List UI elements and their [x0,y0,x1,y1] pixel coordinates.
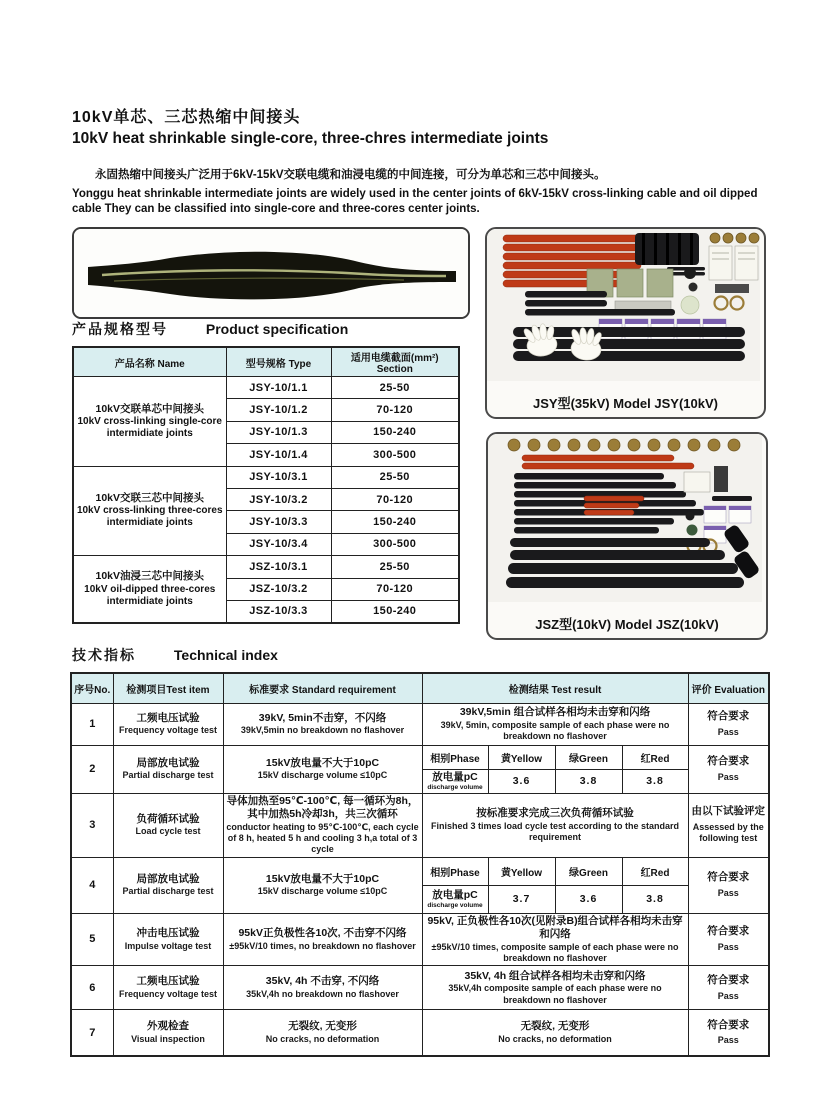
value-label-cell: 放电量pC discharge volume [422,885,488,913]
joint-photo [72,227,470,319]
requirement-cell: 15kV放电量不大于10pC 15kV discharge volume ≤10pC [223,857,422,913]
spec-table-header-row [73,347,459,377]
jsy-caption: JSY型(35kV) Model JSY(10kV) [533,396,718,411]
technical-index-table [70,672,770,1057]
tech-table-row [71,745,769,769]
tech-heading-en: Technical index [173,647,278,663]
section-cell: 70-120 [331,399,459,421]
spec-section-heading [72,319,348,339]
phase-value-cell: 3.8 [622,769,688,793]
joint-photo-image [74,229,468,317]
section-cell: 300-500 [331,444,459,466]
phase-value-cell: 3.8 [622,885,688,913]
spec-heading-en: Product specification [205,321,349,337]
spec-heading-zh: 产品规格型号 [72,321,168,337]
result-cell: 35kV, 4h 组合试样各相均未击穿和闪络 35kV,4h composite sample of each phase were no breakdown no flashover [422,966,688,1010]
phase-color-cell: 红Red [622,745,688,769]
section-cell: 25-50 [331,556,459,578]
spec-table-row [73,466,459,488]
tech-table-row [71,793,769,857]
tech-col-result: 检测结果 Test result [422,673,688,703]
test-item-cell: 负荷循环试验 Load cycle test [113,793,223,857]
spec-table-row [73,556,459,578]
row-number-cell: 5 [71,913,113,966]
phase-value-cell: 3.6 [488,769,555,793]
type-cell: JSY-10/1.4 [226,444,331,466]
evaluation-cell: 符合要求 Pass [688,857,769,913]
test-item-cell: 工频电压试验 Frequency voltage test [113,966,223,1010]
requirement-cell: 导体加热至95℃-100℃, 每一循环为8h，其中加热5h冷却3h，共三次循环 conductor heating to 95℃-100℃, each cycle of 8 h, heated 5 h and cooling 3 h,a total of 3 cycle [223,793,422,857]
tech-table-row [71,966,769,1010]
phase-value-cell: 3.8 [555,769,622,793]
gray-block [715,284,749,293]
product-name-cell: 10kV交联单芯中间接头 10kV cross-linking single-core intermidiate joints [73,377,226,467]
section-cell: 70-120 [331,578,459,600]
test-item-cell: 外观检查 Visual inspection [113,1010,223,1056]
evaluation-cell: 符合要求 Pass [688,1010,769,1056]
requirement-cell: 39kV, 5min不击穿，不闪络 39kV,5min no breakdown no flashover [223,703,422,745]
spec-table-row [73,377,459,399]
type-cell: JSY-10/3.3 [226,511,331,533]
tech-heading-zh: 技术指标 [72,647,136,663]
evaluation-cell: 由以下试验评定 Assessed by the following test [688,793,769,857]
row-number-cell: 1 [71,703,113,745]
evaluation-cell: 符合要求 Pass [688,703,769,745]
type-cell: JSZ-10/3.2 [226,578,331,600]
test-item-cell: 局部放电试验 Partial discharge test [113,745,223,793]
jsz-kit-image [488,434,762,602]
product-spec-table [72,346,460,624]
phase-color-cell: 红Red [622,857,688,885]
evaluation-cell: 符合要求 Pass [688,966,769,1010]
spec-col-type: 型号规格 Type [226,347,331,377]
type-cell: JSZ-10/3.1 [226,556,331,578]
result-cell: 95kV, 正负极性各10次(见附录B)组合试样各相均未击穿和闪络 ±95kV/10 times, composite sample of each phase were no breakdown no flashover [422,913,688,966]
tech-table-header-row [71,673,769,703]
type-cell: JSY-10/1.1 [226,377,331,399]
phase-color-cell: 绿Green [555,857,622,885]
tech-table-row [71,913,769,966]
jsy-kit-image [487,229,760,381]
spec-col-name: 产品名称 Name [73,347,226,377]
row-number-cell: 7 [71,1010,113,1056]
black-cap-2 [689,283,698,292]
type-cell: JSY-10/1.3 [226,421,331,443]
row-number-cell: 2 [71,745,113,793]
type-cell: JSY-10/3.4 [226,533,331,555]
requirement-cell: 15kV放电量不大于10pC 15kV discharge volume ≤10pC [223,745,422,793]
phase-value-cell: 3.6 [555,885,622,913]
tech-col-no: 序号No. [71,673,113,703]
section-cell: 25-50 [331,377,459,399]
tech-section-heading [72,645,278,665]
test-item-cell: 冲击电压试验 Impulse voltage test [113,913,223,966]
section-cell: 150-240 [331,511,459,533]
pale-disc [681,296,699,314]
jsy-kit-photo [485,227,766,419]
type-cell: JSY-10/1.2 [226,399,331,421]
test-item-cell: 局部放电试验 Partial discharge test [113,857,223,913]
result-cell: 按标准要求完成三次负荷循环试验 Finished 3 times load cycle test according to the standard requirement [422,793,688,857]
row-number-cell: 3 [71,793,113,857]
tech-table-row [71,703,769,745]
requirement-cell: 无裂纹, 无变形 No cracks, no deformation [223,1010,422,1056]
phase-color-cell: 黄Yellow [488,745,555,769]
evaluation-cell: 符合要求 Pass [688,913,769,966]
phase-color-cell: 黄Yellow [488,857,555,885]
requirement-cell: 35kV, 4h 不击穿, 不闪络 35kV,4h no breakdown no flashover [223,966,422,1010]
tech-col-evaluation: 评价 Evaluation [688,673,769,703]
phase-color-cell: 绿Green [555,745,622,769]
requirement-cell: 95kV正负极性各10次, 不击穿不闪络 ±95kV/10 times, no breakdown no flashover [223,913,422,966]
result-cell: 39kV,5min 组合试样各相均未击穿和闪络 39kV, 5min, composite sample of each phase were no breakdown no flashover [422,703,688,745]
large-black-tubes [506,538,744,588]
evaluation-cell: 符合要求 Pass [688,745,769,793]
section-cell: 300-500 [331,533,459,555]
test-item-cell: 工频电压试验 Frequency voltage test [113,703,223,745]
row-number-cell: 6 [71,966,113,1010]
value-label-cell: 放电量pC discharge volume [422,769,488,793]
page-title-en: 10kV heat shrinkable single-core, three-chres intermediate joints [72,130,549,147]
jsz-caption: JSZ型(10kV) Model JSZ(10kV) [535,617,719,632]
intro-en: Yonggu heat shrinkable intermediate joints are widely used in the center joints of 6kV-15kV cross-linking cable and oil dipped cable They can be classified into single-core and three-cores center joints. [72,187,758,216]
intro-zh: 永固热缩中间接头广泛用于6kV-15kV交联电缆和油浸电缆的中间连接，可分为单芯和三芯中间接头。 [95,169,606,181]
section-cell: 150-240 [331,600,459,622]
page-title-zh: 10kV单芯、三芯热缩中间接头 [72,109,301,126]
corrugated-tubes [635,233,699,265]
section-cell: 25-50 [331,466,459,488]
jsz-kit-photo [486,432,768,640]
tech-col-item: 检测项目Test item [113,673,223,703]
black-cap [684,267,696,279]
product-name-cell: 10kV油浸三芯中间接头 10kV oil-dipped three-cores intermidiate joints [73,556,226,623]
product-name-cell: 10kV交联三芯中间接头 10kV cross-linking three-cores intermidiate joints [73,466,226,556]
phase-label-cell: 相别Phase [422,857,488,885]
spec-col-section: 适用电缆截面(mm²) Section [331,347,459,377]
result-cell: 无裂纹, 无变形 No cracks, no deformation [422,1010,688,1056]
tech-table-row [71,857,769,885]
tech-table-row [71,1010,769,1056]
phase-value-cell: 3.7 [488,885,555,913]
intro-paragraph [72,168,774,218]
section-cell: 150-240 [331,421,459,443]
type-cell: JSY-10/3.1 [226,466,331,488]
tech-col-requirement: 标准要求 Standard requirement [223,673,422,703]
row-number-cell: 4 [71,857,113,913]
phase-label-cell: 相别Phase [422,745,488,769]
section-cell: 70-120 [331,488,459,510]
type-cell: JSZ-10/3.3 [226,600,331,622]
type-cell: JSY-10/3.2 [226,488,331,510]
